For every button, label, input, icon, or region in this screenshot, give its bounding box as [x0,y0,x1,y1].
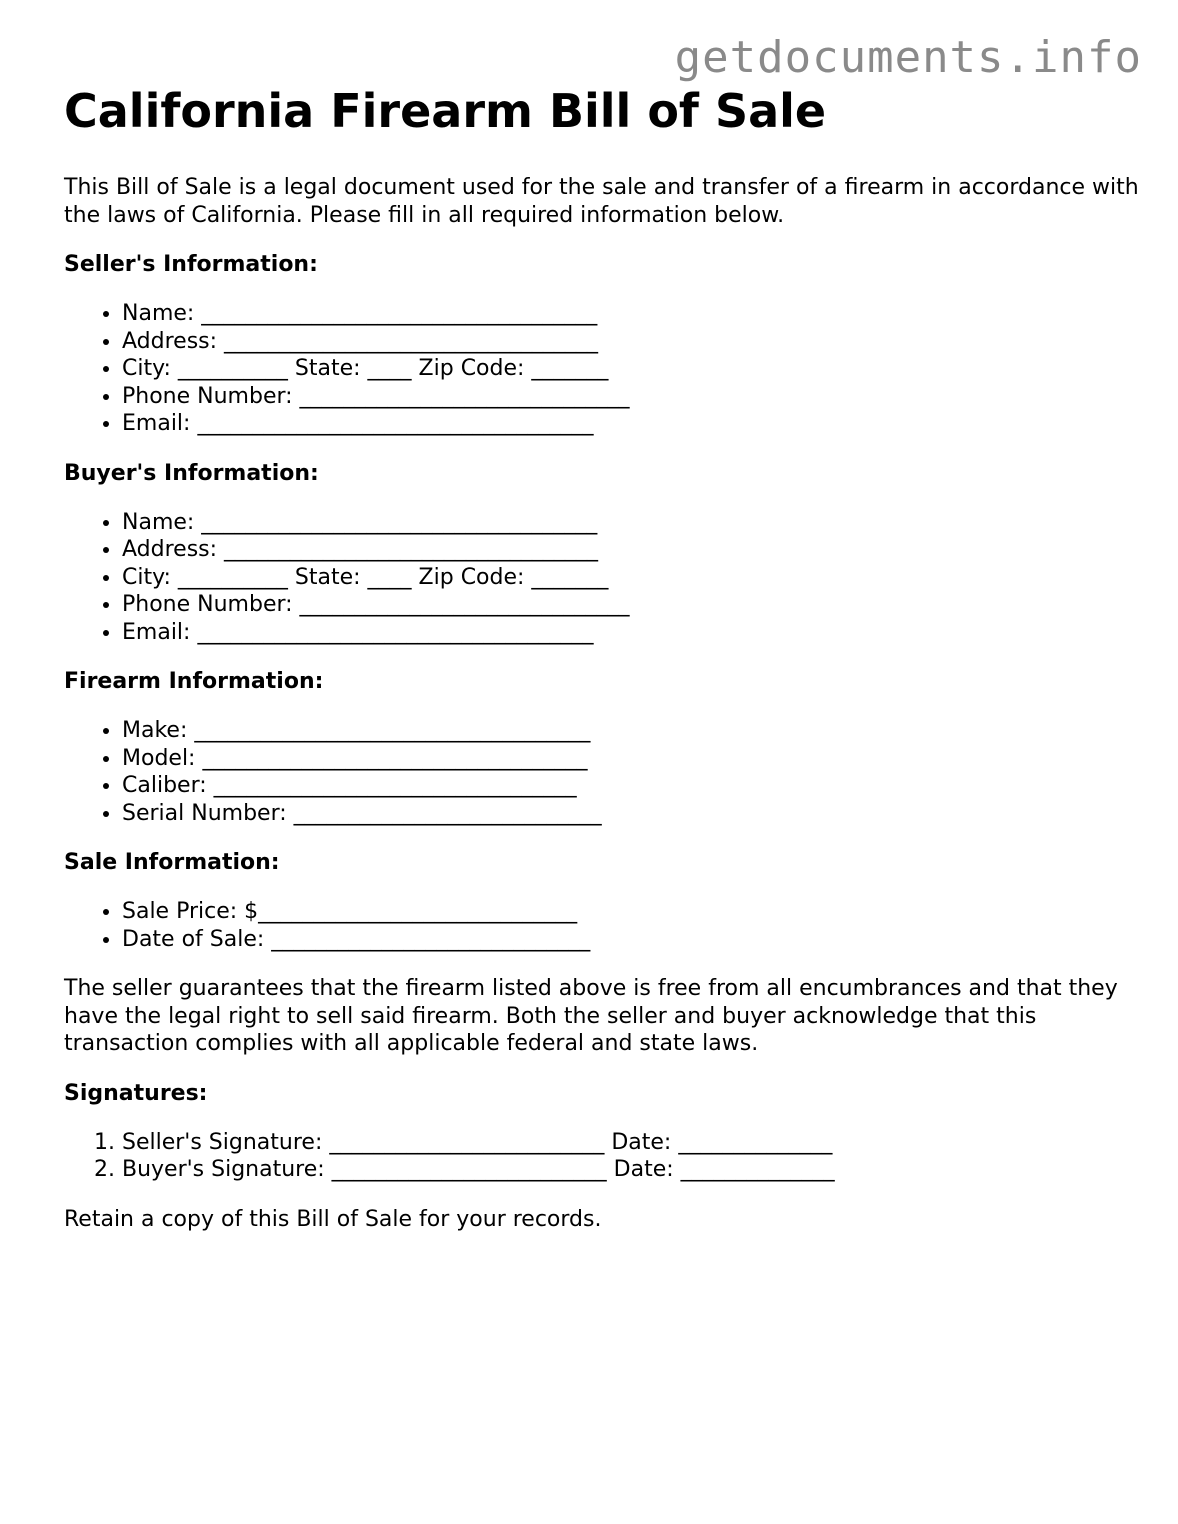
firearm-heading: Firearm Information: [64,669,324,694]
buyer-city-state-zip-field[interactable]: • City: __________ State: ____ Zip Code: _______ [122,564,1144,592]
seller-signature-field[interactable]: 1. Seller's Signature: _________________________ Date: ______________ [122,1129,1144,1157]
sale-list [64,898,1144,953]
signatures-heading: Signatures: [64,1080,208,1106]
watermark: getdocuments.info [674,32,1142,83]
firearm-caliber-field[interactable]: • Caliber: _________________________________ [122,772,1144,800]
seller-city-state-zip-field[interactable]: • City: __________ State: ____ Zip Code: _______ [122,355,1144,383]
document-page [64,80,1144,1233]
seller-name-field[interactable]: • Name: ____________________________________ [122,300,1144,328]
seller-list [64,300,1144,438]
buyer-name-field[interactable]: • Name: ____________________________________ [122,509,1144,537]
sale-price-field[interactable]: • Sale Price: $_____________________________ [122,898,1144,926]
guarantee-paragraph: The seller guarantees that the firearm listed above is free from all encumbrances and that they have the legal right to sell said firearm. Both the seller and buyer acknowledge that this transaction complies with all applicable federal and state laws. [64,976,1118,1056]
buyer-address-field[interactable]: • Address: __________________________________ [122,536,1144,564]
firearm-serial-field[interactable]: • Serial Number: ____________________________ [122,800,1144,828]
retain-note: Retain a copy of this Bill of Sale for your records. [64,1206,602,1232]
buyer-email-field[interactable]: • Email: ____________________________________ [122,619,1144,647]
firearm-list [64,717,1144,827]
signatures-list [64,1129,1144,1184]
buyer-signature-field[interactable]: 2. Buyer's Signature: _________________________ Date: ______________ [122,1156,1144,1184]
sale-date-field[interactable]: • Date of Sale: _____________________________ [122,926,1144,954]
buyer-heading: Buyer's Information: [64,460,319,486]
buyer-list [64,509,1144,647]
buyer-phone-field[interactable]: • Phone Number: ______________________________ [122,591,1144,619]
seller-phone-field[interactable]: • Phone Number: ______________________________ [122,383,1144,411]
seller-address-field[interactable]: • Address: __________________________________ [122,328,1144,356]
intro-paragraph: This Bill of Sale is a legal document used for the sale and transfer of a firearm in accordance with the laws of California. Please fill in all required information below. [64,175,1139,228]
document-title: California Firearm Bill of Sale [64,84,827,138]
firearm-model-field[interactable]: • Model: ___________________________________ [122,745,1144,773]
seller-heading: Seller's Information: [64,252,318,277]
seller-email-field[interactable]: • Email: ____________________________________ [122,410,1144,438]
firearm-make-field[interactable]: • Make: ____________________________________ [122,717,1144,745]
sale-heading: Sale Information: [64,850,280,875]
